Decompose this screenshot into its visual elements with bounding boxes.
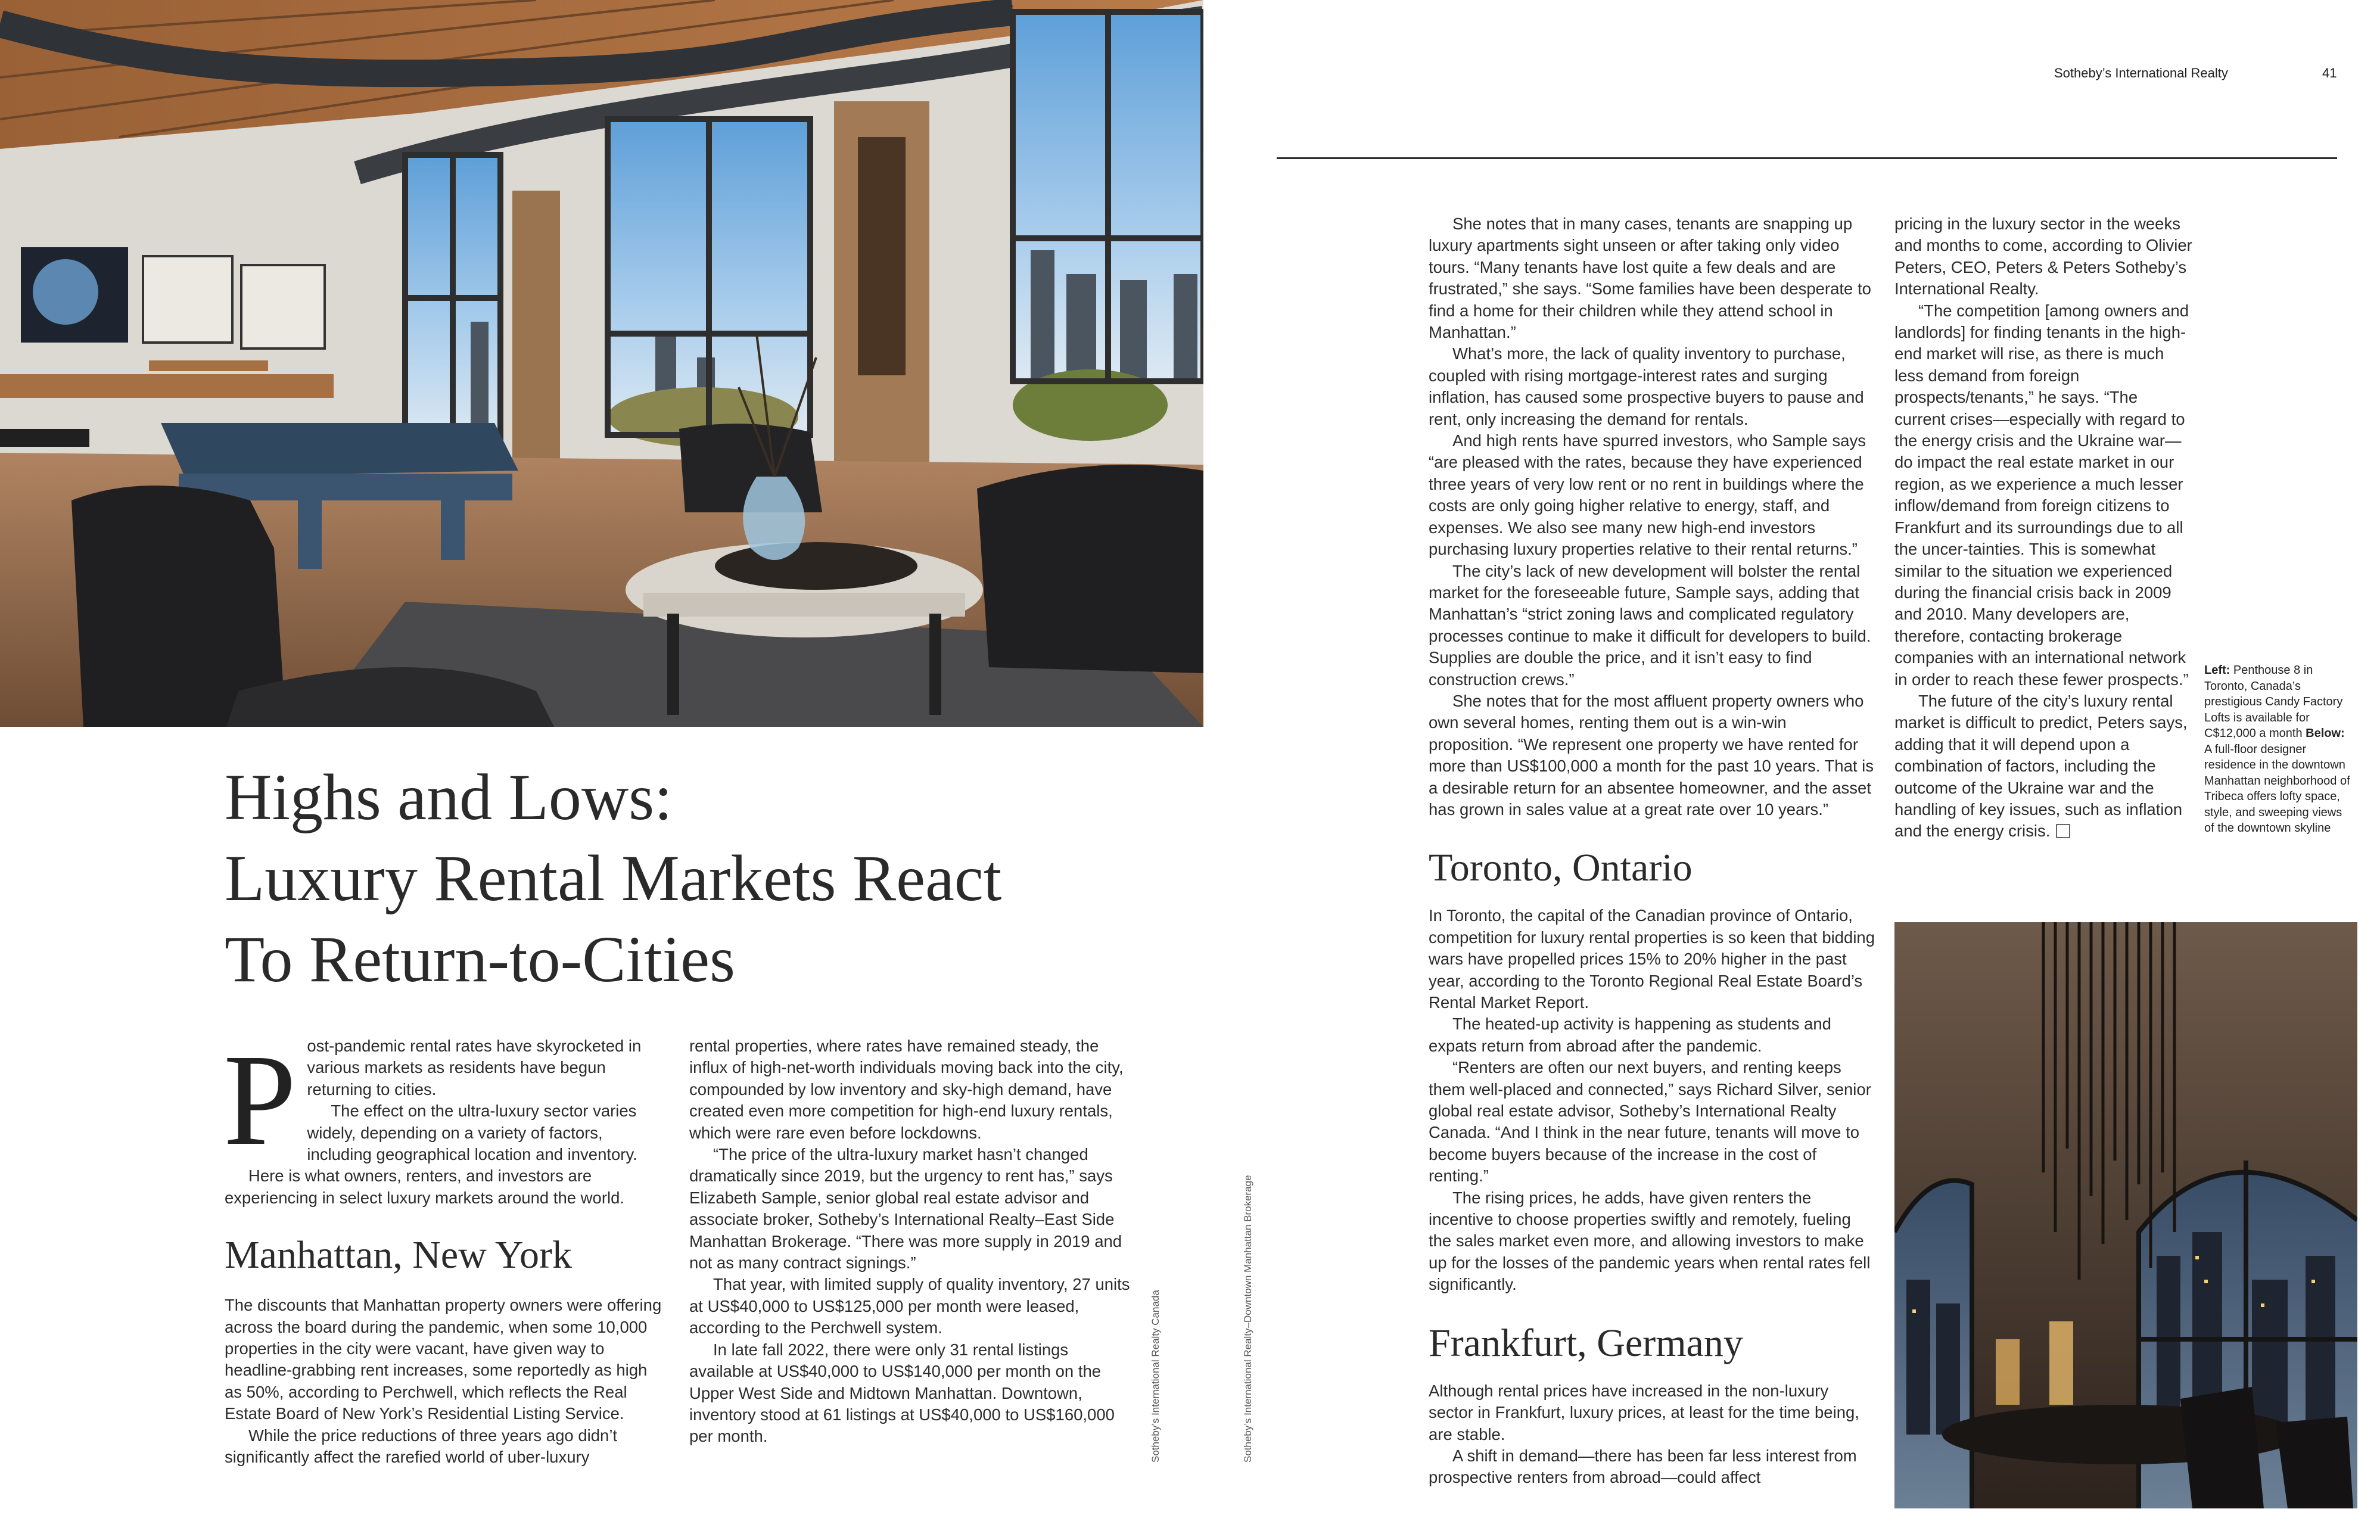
dining-illustration (1894, 922, 2357, 1508)
photo-credit-left: Sotheby’s International Realty Canada (1150, 1290, 1161, 1463)
column-3 (1429, 213, 1875, 1489)
manhattan-paragraph-1: The discounts that Manhattan property owners were offering across the board during the pandemic, when some 10,000 properties in the city were vacant, have given way to headline-grabbing rent increases, some reportedly as high as 50%, according to Perchwell, which reflects the Real Estate Board of New York’s Residential Listing Service. (225, 1296, 662, 1423)
toronto-paragraph-3: “Renters are often our next buyers, and renting keeps them well-placed and connected,” says Richard Silver, senior global real estate advisor, Sotheby’s International Realty Canada. “And I think in the near future, tenants will move to become buyers because of the increase in the cost of renting.” (1429, 1058, 1871, 1186)
intro-paragraph-3: Here is what owners, renters, and investors are experiencing in select luxury markets around the world. (225, 1166, 625, 1207)
caption-label-left: Left: (2204, 664, 2230, 677)
caption-label-below: Below: (2306, 727, 2345, 740)
col4-paragraph-1: pricing in the luxury sector in the weeks and months to come, according to Olivier Peters, CEO, Peters & Peters Sotheby’s International Realty. (1894, 214, 2192, 298)
dining-photo (1894, 922, 2357, 1508)
toronto-paragraph-2: The heated-up activity is happening as students and expats return from abroad after the pandemic. (1429, 1015, 1831, 1055)
col3-paragraph-5: She notes that for the most affluent property owners who own several homes, renting them out is a win-win proposition. “We represent one property we have rented for more than US$100,000 a month for the past 10 years. That is a desirable return for an absentee homeowner, and the asset has grown in sales value at a great rate over 10 years.” (1429, 691, 1874, 819)
col4-paragraph-3: The future of the city’s luxury rental market is difficult to predict, Peters says, adding that it will depend upon a combination of factors, including the outcome of the Ukraine war and the handling of key issues, such as inflation and the energy crisis. (1894, 691, 2188, 841)
col3-paragraph-3: And high rents have spurred investors, who Sample says “are pleased with the rates, because they have experienced three years of very low rent or no rent in buildings where the costs are only going higher relative to energy, staff, and expenses. We also see many new high-end investors purchasing luxury properties relative to their rental returns.” (1429, 431, 1866, 559)
caption-text-below: A full-floor designer residence in the downtown Manhattan neighborhood of Tribeca offers lofty space, style, and sweeping views of the downtown skyline (2204, 742, 2350, 835)
frankfurt-heading: Frankfurt, Germany (1429, 1321, 1743, 1365)
toronto-heading: Toronto, Ontario (1429, 846, 1693, 890)
page-number: 41 (2322, 66, 2337, 80)
col2-paragraph-1: rental properties, where rates have remained steady, the influx of high-net-worth individuals moving back into the city, compounded by low inventory and sky-high demand, have created even more competition for high-end luxury rentals, which were rare even before lockdowns. (689, 1037, 1124, 1142)
loft-illustration (0, 0, 1203, 727)
photo-credit-right: Sotheby’s International Realty–Downtown Manhattan Brokerage (1242, 1175, 1253, 1463)
header-publication: Sotheby’s International Realty (2054, 66, 2228, 80)
col4-paragraph-3-wrap (1894, 690, 2192, 842)
col3-paragraph-2: What’s more, the lack of quality inventory to purchase, coupled with rising mortgage-interest rates and surging inflation, has caused some prospective buyers to pause and rent, only increasing the demand for rentals. (1429, 344, 1864, 428)
col3-paragraph-1: She notes that in many cases, tenants are snapping up luxury apartments sight unseen or after taking only video tours. “Many tenants have lost quite a few deals and are frustrated,” she says. “Some families have been desperate to find a home for their children while they attend school in Manhattan.” (1429, 214, 1871, 342)
column-4 (1894, 213, 2192, 842)
title-line-3: To Return-to-Cities (225, 923, 735, 995)
intro (223, 1027, 665, 1209)
article-title (225, 757, 1178, 1000)
col3-paragraph-4: The city’s lack of new development will bolster the rental market for the foreseeable future, Sample says, adding that Manhattan’s “strict zoning laws and complicated regulatory processes continue to make it difficult for developers to build. Supplies are double the price, and it isn’t easy to find construction crews.” (1429, 561, 1871, 689)
frankfurt-paragraph-2: A shift in demand—there has been far less interest from prospective renters from abroad—could affect (1429, 1446, 1857, 1487)
manhattan-heading: Manhattan, New York (225, 1233, 572, 1277)
title-line-1: Highs and Lows: (225, 761, 673, 833)
intro-paragraph-2: The effect on the ultra-luxury sector varies widely, depending on a variety of factors, including geographical location and inventory. (307, 1102, 637, 1164)
loft-photo (0, 0, 1203, 727)
manhattan-paragraph-2: While the price reductions of three years ago didn’t significantly affect the rarefied world of uber-luxury (225, 1426, 618, 1467)
toronto-paragraph-4: The rising prices, he adds, have given renters the incentive to choose properties swiftly and remotely, fueling the sales market even more, and allowing investors to make up for the losses of the pandemic years when rental rates fell significantly. (1429, 1188, 1871, 1294)
end-mark-icon (2056, 824, 2070, 838)
column-2 (689, 1035, 1136, 1448)
col2-paragraph-4: In late fall 2022, there were only 31 rental listings available at US$40,000 to US$140,000 per month on the Upper West Side and Midtown Manhattan. Downtown, inventory stood at 61 listings at US$40,000 to US$160,000 per month. (689, 1340, 1115, 1446)
title-line-2: Luxury Rental Markets React (225, 842, 1002, 914)
drop-cap: P (223, 1027, 297, 1172)
toronto-paragraph-1: In Toronto, the capital of the Canadian province of Ontario, competition for luxury rental properties is so keen that bidding wars have propelled prices 15% to 20% higher in the past year, according to the Toronto Regional Real Estate Board’s Rental Market Report. (1429, 906, 1875, 1012)
col2-paragraph-3: That year, with limited supply of quality inventory, 27 units at US$40,000 to US$125,000 per month were leased, according to the Perchwell system. (689, 1275, 1130, 1337)
col2-paragraph-2: “The price of the ultra-luxury market hasn’t changed dramatically since 2019, but the urgency to rent has,” says Elizabeth Sample, senior global real estate advisor and associate broker, Sotheby’s International Realty–East Side Manhattan Brokerage. “There was more supply in 2019 and not as many contract signings.” (689, 1145, 1122, 1273)
header-rule (1277, 157, 2337, 159)
caption-text-left: Penthouse 8 in Toronto, Canada’s prestigious Candy Factory Lofts is available for C$12,000 a month (2204, 664, 2343, 740)
column-1 (223, 1027, 665, 1469)
photo-caption (2204, 662, 2350, 836)
col4-paragraph-2: “The competition [among owners and landlords] for finding tenants in the high-end market will rise, as there is much less demand from foreign prospects/tenants,” he says. “The current crises—especially with regard to the energy crisis and the Ukraine war—do impact the real estate market in our region, as we experience a much lesser inflow/demand from foreign citizens to Frankfurt and its surroundings due to all the uncer-tainties. This is somewhat similar to the situation we experienced during the financial crisis back in 2009 and 2010. Many developers are, therefore, contacting brokerage companies with an international network in order to reach these fewer prospects.” (1894, 301, 2189, 689)
frankfurt-paragraph-1: Although rental prices have increased in the non-luxury sector in Frankfurt, luxury prices, at least for the time being, are stable. (1429, 1381, 1859, 1443)
intro-paragraph-1: ost-pandemic rental rates have skyrocketed in various markets as residents have begun returning to cities. (307, 1037, 642, 1099)
